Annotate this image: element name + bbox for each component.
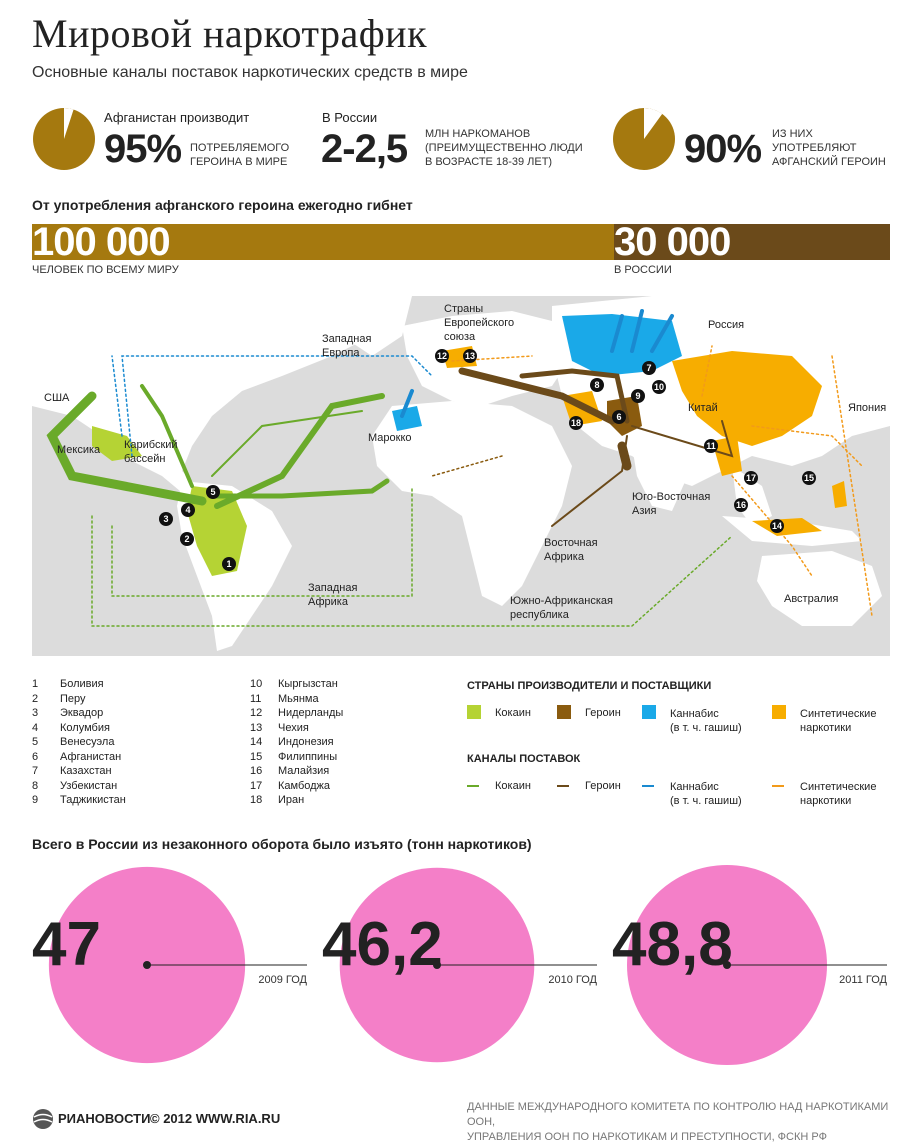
country-list-item [32, 751, 126, 766]
cocaine-line [467, 785, 479, 787]
afghan-heroin-note: ИЗ НИХ УПОТРЕБЛЯЮТ АФГАНСКИЙ ГЕРОИН [772, 128, 886, 168]
country-list-item [250, 722, 343, 737]
marker-13 [463, 349, 477, 363]
map-label-west-europe-1: Западная [322, 333, 372, 345]
country-list-col1 [32, 678, 126, 809]
marker-15 [802, 471, 816, 485]
map-label-japan: Япония [848, 402, 887, 414]
marker-18 [569, 416, 583, 430]
country-number: 16 [250, 765, 263, 777]
afghan-heroin-pie-chart [612, 107, 676, 171]
marker-6 [612, 410, 626, 424]
afghanistan-label: Афганистан производит [104, 110, 250, 125]
map-label-west-africa-1: Западная [308, 582, 358, 594]
country-list-item [250, 693, 343, 708]
cannabis-swatch [642, 705, 656, 719]
svg-text:15: 15 [803, 473, 815, 483]
afghanistan-pie-chart [32, 107, 96, 171]
seizure-value-label: 47 [32, 910, 101, 979]
svg-text:13: 13 [464, 351, 476, 361]
svg-text:4: 4 [185, 505, 191, 515]
russia-label: В России [322, 110, 378, 125]
country-name: Афганистан [60, 750, 122, 763]
country-list-item [32, 736, 126, 751]
svg-text:9: 9 [635, 391, 641, 401]
map-label-east-africa-1: Восточная [544, 537, 598, 549]
map-label-australia: Австралия [784, 593, 839, 605]
country-name: Перу [60, 692, 86, 705]
country-number: 4 [32, 721, 39, 734]
russia-note: МЛН НАРКОМАНОВ (ПРЕИМУЩЕСТВЕННО ЛЮДИ В ВОЗРАСТЕ 18-39 ЛЕТ) [425, 128, 583, 168]
svg-text:10: 10 [653, 382, 665, 392]
country-number: 1 [32, 678, 39, 690]
map-label-morocco: Марокко [368, 432, 412, 444]
svg-text:2: 2 [184, 534, 190, 544]
country-list-item [250, 794, 343, 809]
afghanistan-note: ПОТРЕБЛЯЕМОГО ГЕРОИНА В МИРЕ [190, 142, 290, 168]
country-name: Иран [278, 794, 305, 806]
country-name: Нидерланды [278, 707, 344, 719]
svg-text:6: 6 [616, 412, 622, 422]
marker-11 [704, 439, 718, 453]
country-number: 10 [250, 678, 263, 690]
afghan-heroin-value: 90% [684, 127, 762, 171]
country-number: 17 [250, 779, 263, 792]
seizure-year-label: 2011 ГОД [839, 974, 887, 986]
country-list-item [32, 722, 126, 737]
map-label-caribbean-1: Карибский [124, 439, 178, 451]
cannabis-label: Каннабис (в т. ч. гашиш) [670, 708, 742, 734]
marker-9 [631, 389, 645, 403]
country-name: Колумбия [60, 721, 110, 734]
svg-text:16: 16 [735, 500, 747, 510]
svg-text:14: 14 [771, 521, 783, 531]
seizure-value-label: 46,2 [322, 910, 443, 979]
copyright: © 2012 WWW.RIA.RU [150, 1111, 281, 1126]
svg-text:12: 12 [436, 351, 448, 361]
svg-text:17: 17 [745, 473, 757, 483]
country-list-col2 [250, 678, 343, 809]
seizure-dot [143, 961, 151, 969]
cocaine-channel-label: Кокаин [495, 780, 531, 792]
country-number: 5 [32, 736, 39, 748]
heroin-swatch [557, 705, 571, 719]
country-list-item [250, 765, 343, 780]
seizures-bubble-chart [0, 860, 900, 1100]
map-label-sea-2: Азия [632, 505, 657, 517]
marker-5 [206, 485, 220, 499]
country-list-item [32, 693, 126, 708]
country-number: 11 [250, 692, 262, 705]
ria-logo: РИАНОВОСТИ [58, 1111, 151, 1126]
source-note: ДАННЫЕ МЕЖДУНАРОДНОГО КОМИТЕТА ПО КОНТРОЛЮ НАД НАРКОТИКАМИ ООН, УПРАВЛЕНИЯ ООН ПО НАРКОТИКАМ И ПРЕСТУПНОСТИ, ФСКН РФ [467, 1101, 889, 1143]
svg-text:5: 5 [210, 487, 216, 497]
deaths-heading: От употребления афганского героина ежегодно гибнет [32, 197, 413, 213]
synthetic-channel-label: Синтетические наркотики [800, 781, 877, 807]
producers-heading: СТРАНЫ ПРОИЗВОДИТЕЛИ И ПОСТАВЩИКИ [467, 680, 712, 692]
country-list-item [32, 794, 126, 809]
page-subtitle: Основные каналы поставок наркотических средств в мире [32, 64, 468, 81]
marker-4 [181, 503, 195, 517]
country-number: 3 [32, 707, 39, 719]
marker-1 [222, 557, 236, 571]
country-name: Узбекистан [60, 779, 118, 792]
cocaine-swatch [467, 705, 481, 719]
country-list-item [250, 707, 343, 722]
world-map [32, 296, 890, 656]
country-number: 12 [250, 707, 263, 719]
country-list-item [250, 780, 343, 795]
marker-2 [180, 532, 194, 546]
map-label-usa: США [44, 392, 70, 404]
russia-value: 2-2,5 [321, 127, 408, 171]
svg-text:3: 3 [163, 514, 169, 524]
map-label-eu-3: союза [444, 331, 476, 343]
svg-text:18: 18 [570, 418, 582, 428]
marker-8 [590, 378, 604, 392]
svg-text:11: 11 [706, 441, 716, 451]
heroin-line [557, 785, 569, 787]
country-name: Камбоджа [278, 779, 331, 792]
cocaine-label: Кокаин [495, 707, 531, 719]
country-list-item [250, 678, 343, 693]
synthetic-swatch [772, 705, 786, 719]
country-number: 15 [250, 750, 263, 763]
map-label-eu-2: Европейского [444, 317, 515, 329]
country-name: Таджикистан [60, 794, 126, 806]
country-list-item [250, 736, 343, 751]
synthetic-label: Синтетические наркотики [800, 708, 877, 734]
svg-text:7: 7 [646, 363, 652, 373]
heroin-label: Героин [585, 707, 621, 719]
marker-16 [734, 498, 748, 512]
country-name: Казахстан [60, 765, 112, 777]
svg-text:8: 8 [594, 380, 600, 390]
country-number: 7 [32, 765, 39, 777]
map-label-sa-republic-1: Южно-Африканская [510, 595, 613, 607]
map-label-russia: Россия [708, 319, 745, 331]
country-name: Венесуэла [60, 736, 115, 748]
country-list-item [32, 678, 126, 693]
marker-10 [652, 380, 666, 394]
page-title: Мировой наркотрафик [32, 11, 428, 56]
map-label-sa-republic-2: республика [510, 609, 569, 621]
country-number: 6 [32, 750, 39, 763]
seizures-heading: Всего в России из незаконного оборота было изъято (тонн наркотиков) [32, 836, 532, 852]
channels-heading: КАНАЛЫ ПОСТАВОК [467, 753, 581, 765]
map-label-west-europe-2: Европа [322, 347, 360, 359]
country-name: Индонезия [278, 736, 334, 748]
seizure-year-label: 2010 ГОД [548, 974, 597, 986]
map-label-mexico: Мексика [57, 444, 101, 456]
country-name: Кыргызстан [278, 678, 338, 690]
svg-text:1: 1 [226, 559, 232, 569]
seizure-year-label: 2009 ГОД [258, 974, 307, 986]
country-name: Мьянма [278, 692, 319, 705]
afghanistan-value: 95% [104, 127, 182, 171]
map-label-china: Китай [688, 402, 718, 414]
country-number: 13 [250, 721, 263, 734]
cannabis-line [642, 785, 654, 787]
country-number: 8 [32, 779, 39, 792]
country-name: Филиппины [278, 750, 338, 763]
marker-14 [770, 519, 784, 533]
world-deaths-caption: ЧЕЛОВЕК ПО ВСЕМУ МИРУ [32, 264, 179, 276]
marker-7 [642, 361, 656, 375]
country-number: 18 [250, 794, 263, 806]
country-list-item [32, 780, 126, 795]
country-list-item [250, 751, 343, 766]
ria-globe-icon [32, 1108, 54, 1130]
world-deaths-value: 100 000 [32, 220, 170, 264]
map-label-caribbean-2: бассейн [124, 453, 166, 465]
map-label-east-africa-2: Африка [544, 551, 584, 563]
map-label-eu-1: Страны [444, 303, 484, 315]
marker-17 [744, 471, 758, 485]
russia-deaths-caption: В РОССИИ [614, 264, 672, 276]
country-list-item [32, 707, 126, 722]
map-label-sea-1: Юго-Восточная [632, 491, 711, 503]
country-name: Боливия [60, 678, 104, 690]
heroin-route-south [622, 446, 627, 466]
country-list-item [32, 765, 126, 780]
cannabis-channel-label: Каннабис (в т. ч. гашиш) [670, 781, 742, 807]
heroin-channel-label: Героин [585, 780, 621, 792]
country-number: 14 [250, 736, 263, 748]
country-name: Чехия [278, 721, 309, 734]
country-number: 2 [32, 692, 39, 705]
country-name: Эквадор [60, 707, 104, 719]
synthetic-line [772, 785, 784, 787]
country-name: Малайзия [278, 765, 330, 777]
seizure-value-label: 48,8 [612, 910, 733, 979]
russia-deaths-value: 30 000 [614, 220, 731, 264]
country-number: 9 [32, 794, 39, 806]
map-label-west-africa-2: Африка [308, 596, 348, 608]
marker-12 [435, 349, 449, 363]
marker-3 [159, 512, 173, 526]
